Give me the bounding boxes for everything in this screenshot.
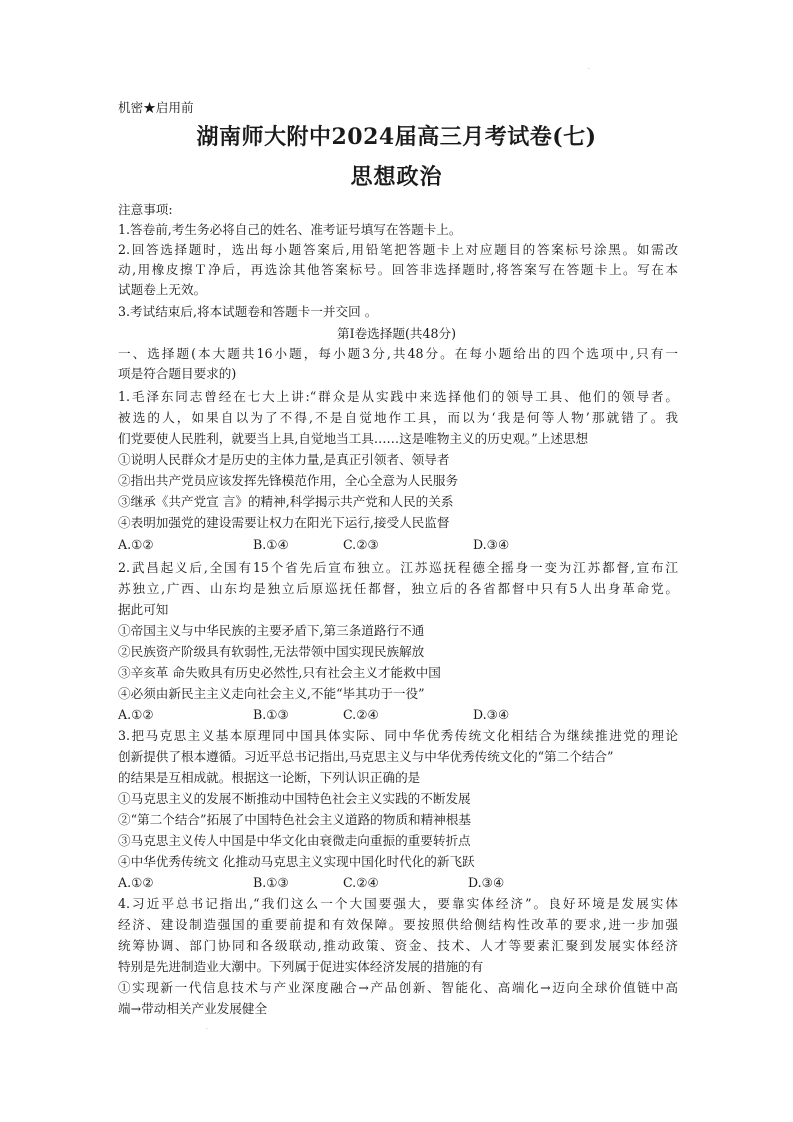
exam-title: 湖南师大附中2024届高三月考试卷(七) (196, 124, 597, 150)
question-item: ③马克思主义传人中国是中华文化由衰微走向重振的重要转折点 (118, 833, 471, 848)
option-a: A.①② (118, 875, 154, 890)
question-stem: 特别是先进制造业大潮中。下列属于促进实体经济发展的措施的有 (118, 959, 484, 974)
question-item: ③继承《共产党宣 言》的精神,科学揭示共产党和人民的关系 (118, 494, 454, 509)
question-item: ①帝国主义与中华民族的主要矛盾下,第三条道路行不通 (118, 623, 425, 638)
question-item: ②民族资产阶级具有软弱性,无法带领中国实现民族解放 (118, 644, 425, 659)
option-c: C.②④ (343, 875, 379, 890)
secret-mark: 机密★启用前 (118, 100, 194, 115)
notes-line: 2.回答选择题时，选出每小题答案后,用铅笔把答题卡上对应题目的答案标号涂黑。如需改 (118, 242, 678, 257)
notes-heading: 注意事项: (118, 202, 173, 217)
option-c: C.②④ (343, 707, 379, 722)
option-d: D.③④ (473, 537, 510, 552)
question-item: ②指出共产党员应该发挥先锋模范作用，全心全意为人民服务 (118, 473, 459, 488)
exam-subject: 思想政治 (350, 164, 443, 190)
option-b: B.①④ (253, 537, 289, 552)
question-item: 端→带动相关产业发展健全 (118, 1001, 268, 1016)
section-title: 第Ⅰ卷选择题(共48分) (337, 326, 456, 341)
question-stem: 的结果是互相成就。根据这一论断，下列认识正确的是 (118, 770, 421, 785)
option-c: C.②③ (343, 537, 379, 552)
question-item: ②“第二个结合”拓展了中国特色社会主义道路的物质和精神根基 (118, 812, 471, 827)
question-item: ①说明人民群众才是历史的主体力量,是真正引领者、领导者 (118, 452, 450, 467)
option-a: A.①② (118, 537, 154, 552)
option-b: B.①③ (253, 707, 289, 722)
question-stem: 苏独立,广西、山东均是独立后原巡抚任都督，独立后的各省都督中只有5人出身革命党。 (118, 581, 678, 596)
question-stem: 被选的人，如果自以为了不得,不是自觉地作工具，而以为‘我是何等人物’那就错了。我 (118, 410, 678, 425)
question-item: ④中华优秀传统文 化推动马克思主义实现中国化时代化的新飞跃 (118, 854, 475, 869)
question-stem: 据此可知 (118, 602, 169, 617)
question-stem: 1.毛泽东同志曾经在七大上讲:“群众是从实践中来选择他们的领导工具、他们的领导者。 (118, 389, 678, 404)
section-instruction: 一、选择题(本大题共16小题，每小题3分,共48分。在每小题给出的四个选项中,只有一 (118, 346, 678, 361)
notes-line: 试题卷上无效。 (118, 282, 207, 297)
question-item: ④必须由新民主主义走向社会主义,不能“毕其功于一役” (118, 686, 425, 701)
question-stem: 3.把马克思主义基本原理同中国具体实际、同中华优秀传统文化相结合为继续推进党的理论 (118, 728, 678, 743)
section-instruction: 项是符合题目要求的) (118, 366, 237, 381)
question-stem: 统筹协调、部门协同和各级联动,推动政策、资金、技术、人才等要素汇聚到发展实体经济 (118, 938, 678, 953)
question-item: ①马克思主义的发展不断推动中国特色社会主义实践的不断发展 (118, 791, 471, 806)
question-stem: 4.习近平总书记指出,“我们这么一个大国要强大，要靠实体经济”。良好环境是发展实体 (118, 896, 678, 911)
option-d: D.③④ (468, 875, 505, 890)
scan-dot: · (206, 1026, 208, 1033)
option-d: D.③④ (473, 707, 510, 722)
question-stem: 2.武昌起义后,全国有15个省先后宣布独立。江苏巡抚程德全摇身一变为江苏都督,宣布江 (118, 560, 678, 575)
option-b: B.①③ (253, 875, 289, 890)
notes-line: 1.答卷前,考生务必将自己的姓名、准考证号填写在答题卡上。 (118, 222, 462, 237)
scan-dot: · (588, 66, 590, 73)
question-item: ①实现新一代信息技术与产业深度融合→产品创新、智能化、高端化→迈向全球价值链中高 (118, 980, 678, 995)
question-stem: 创新提供了根本遵循。习近平总书记指出,马克思主义与中华优秀传统文化的“第二个结合” (118, 749, 614, 764)
notes-line: 动,用橡皮擦Ｔ净后，再选涂其他答案标号。回答非选择题时,将答案写在答题卡上。写在本 (118, 262, 678, 277)
question-item: ④表明加强党的建设需要让权力在阳光下运行,接受人民监督 (118, 515, 450, 530)
question-item: ③辛亥革 命失败具有历史必然性,只有社会主义才能救中国 (118, 665, 441, 680)
question-stem: 们党要使人民胜利，就要当上具,自觉地当工具……这是唯物主义的历史观。”上述思想 (118, 431, 589, 446)
notes-line: 3.考试结束后,将本试题卷和答题卡一并交回 。 (118, 304, 378, 319)
question-stem: 经济、建设制造强国的重要前提和有效保障。要按照供给侧结构性改革的要求,进一步加强 (118, 917, 678, 932)
option-a: A.①② (118, 707, 154, 722)
